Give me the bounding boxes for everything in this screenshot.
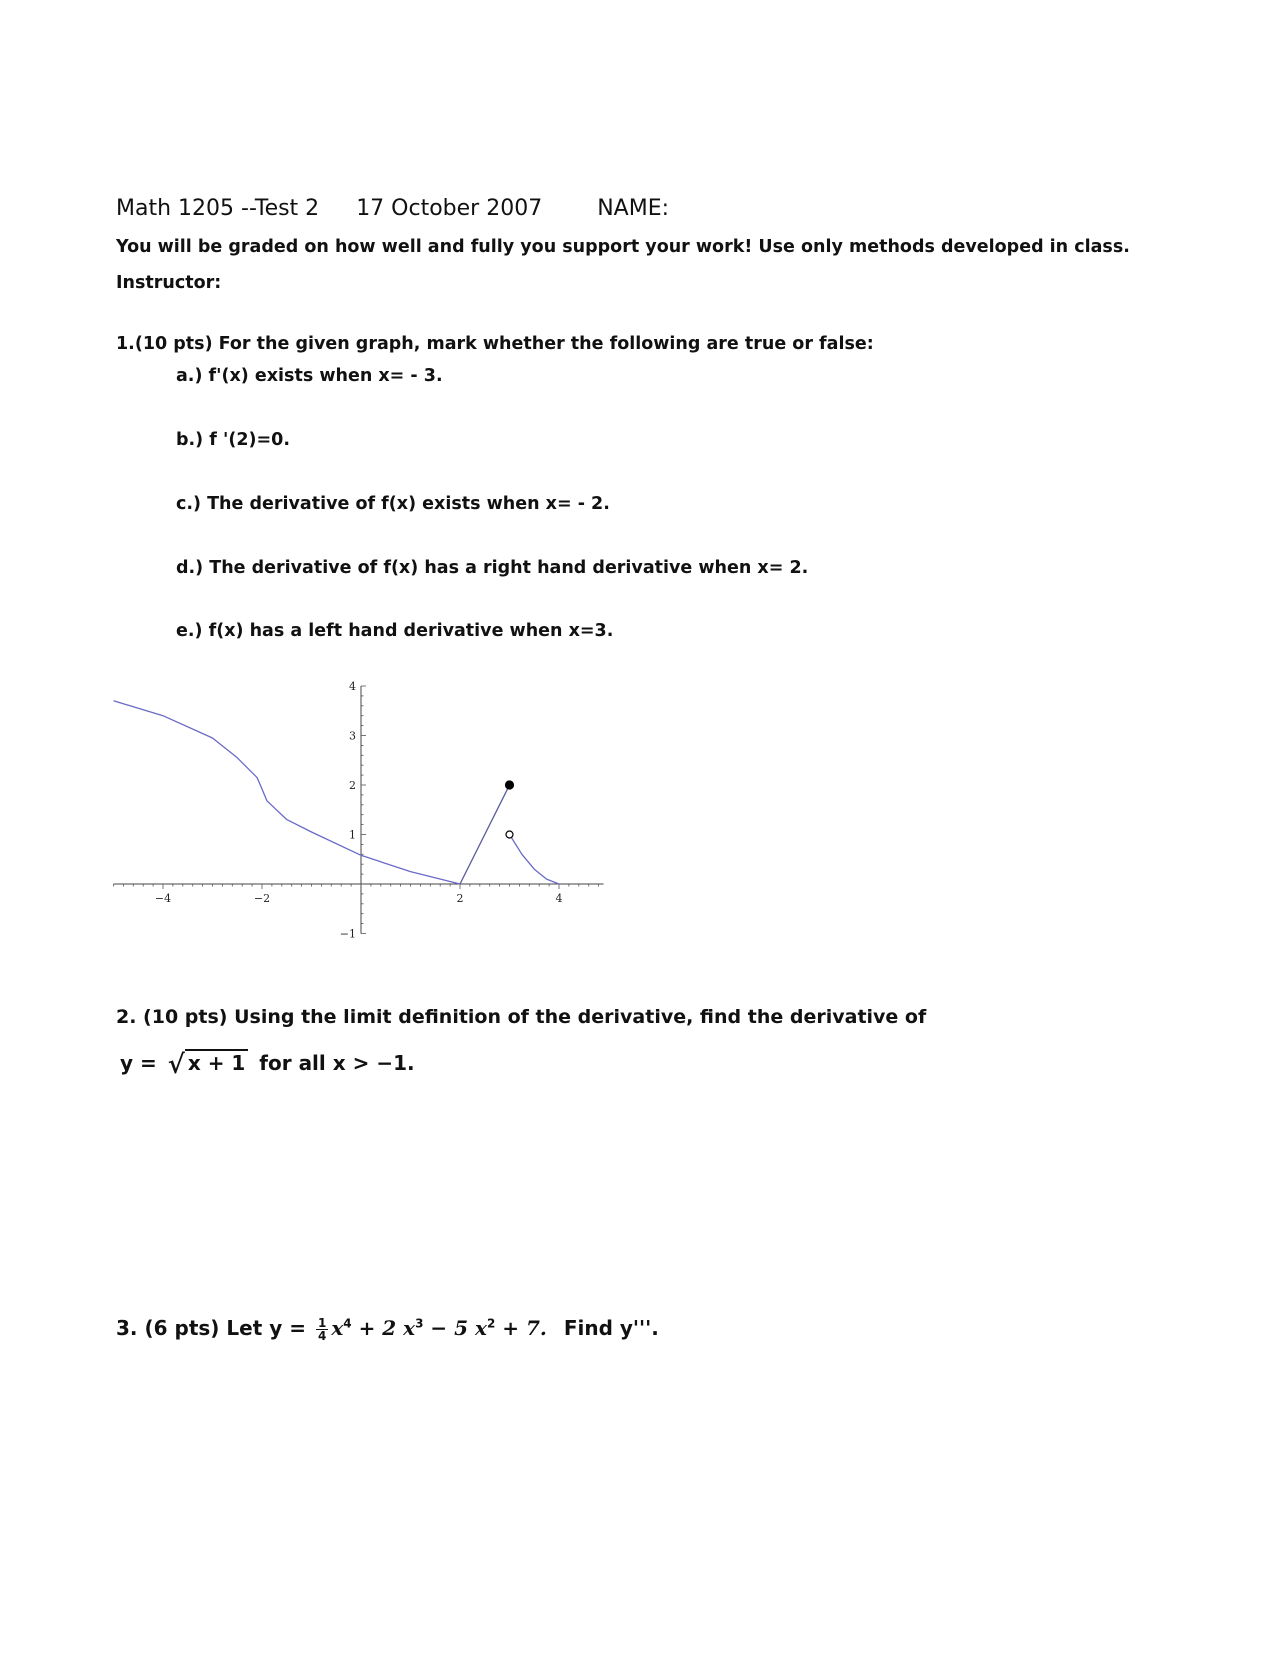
question-2-expression <box>120 1050 415 1080</box>
question-2-condition: for all x > −1. <box>259 1051 415 1075</box>
x-tick-label: 2 <box>456 892 464 905</box>
question-2-intro: 2. (10 pts) Using the limit definition of the derivative, find the derivative of <box>116 1006 927 1028</box>
instructor-label: Instructor: <box>116 273 222 293</box>
y-tick-label: 3 <box>349 729 356 743</box>
y-tick-label: 2 <box>349 779 356 792</box>
fraction <box>316 1317 328 1342</box>
question-1e: e.) f(x) has a left hand derivative when x=3. <box>176 621 614 641</box>
y-equals: y = <box>120 1051 157 1075</box>
question-3-find: Find y'''. <box>563 1316 659 1340</box>
question-1a: a.) f'(x) exists when x= - 3. <box>176 366 443 386</box>
y-tick-label: 1 <box>349 828 356 842</box>
x-tick-label: −4 <box>154 892 172 905</box>
test-date: 17 October 2007 <box>356 196 543 221</box>
question-1c: c.) The derivative of f(x) exists when x= - 2. <box>176 494 610 514</box>
term-4: + 7. <box>495 1316 547 1340</box>
question-1d: d.) The derivative of f(x) has a right hand derivative when x= 2. <box>176 558 809 578</box>
graph-axes <box>114 680 604 941</box>
y-tick-label: −1 <box>339 927 356 941</box>
graph-series-3 <box>510 835 560 885</box>
radicand: x + 1 <box>185 1049 249 1075</box>
exponent-1: 4 <box>343 1316 352 1331</box>
exponent-2: 3 <box>415 1316 424 1331</box>
question-1b: b.) f '(2)=0. <box>176 430 290 450</box>
open-point <box>506 831 513 838</box>
grading-instructions: You will be graded on how well and fully you support your work! Use only methods developed in class. <box>116 237 1130 257</box>
x-tick-label: −2 <box>253 892 271 905</box>
exponent-3: 2 <box>486 1316 496 1331</box>
filled-point <box>506 781 514 789</box>
fraction-denominator: 4 <box>317 1329 327 1343</box>
x-tick-label: 4 <box>555 892 563 905</box>
square-root: √ x + 1 <box>168 1050 249 1080</box>
term-3: − 5 x <box>423 1316 487 1340</box>
course-title: Math 1205 --Test 2 <box>116 196 320 221</box>
term-1: x <box>331 1316 344 1340</box>
question-3-label: 3. (6 pts) Let y = <box>116 1316 306 1340</box>
y-tick-label: 4 <box>349 680 356 693</box>
term-2: + 2 x <box>351 1316 416 1340</box>
function-graph <box>112 668 622 958</box>
name-label: NAME: <box>597 196 670 221</box>
test-header <box>116 196 669 221</box>
fraction-numerator: 1 <box>317 1316 327 1330</box>
question-3 <box>116 1316 659 1342</box>
graph-series-2 <box>460 785 510 884</box>
graph-curves <box>114 701 560 884</box>
question-1-intro: 1.(10 pts) For the given graph, mark whether the following are true or false: <box>116 334 874 354</box>
graph-series-1 <box>114 701 461 884</box>
